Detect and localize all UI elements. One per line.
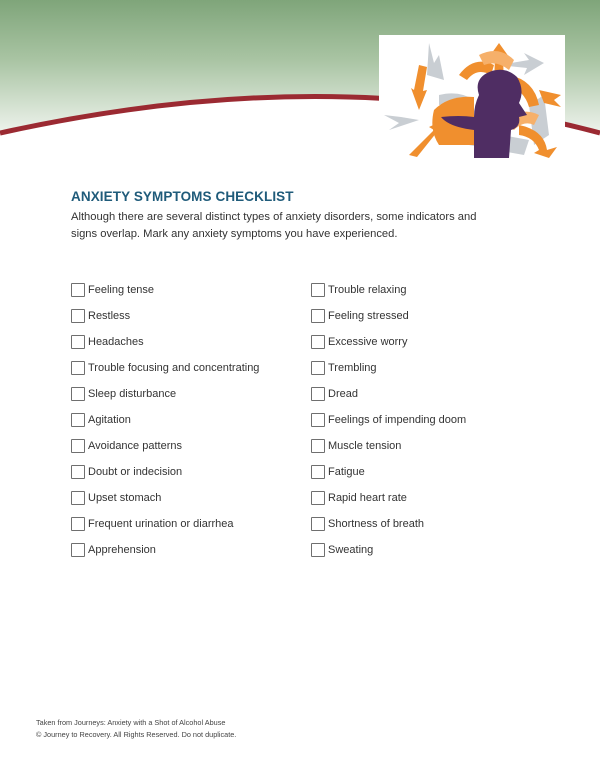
checklist-item-label: Agitation [88, 414, 131, 426]
checkbox[interactable] [311, 283, 325, 297]
checklist-item-apprehension[interactable] [71, 537, 311, 563]
checklist-item-feeling-stressed[interactable] [311, 303, 531, 329]
checklist-item-label: Feeling stressed [328, 310, 409, 322]
checklist-item-upset-stomach[interactable] [71, 485, 311, 511]
checklist-item-avoidance-patterns[interactable] [71, 433, 311, 459]
checklist-item-feeling-tense[interactable] [71, 277, 311, 303]
checklist-item-fatigue[interactable] [311, 459, 531, 485]
checkbox[interactable] [311, 413, 325, 427]
checklist-item-label: Restless [88, 310, 131, 322]
checkbox[interactable] [71, 309, 85, 323]
checkbox[interactable] [71, 491, 85, 505]
checklist-item-shortness-of-breath[interactable] [311, 511, 531, 537]
checklist-item-label: Dread [328, 388, 358, 400]
checkbox[interactable] [71, 465, 85, 479]
checklist-item-label: Feelings of impending doom [328, 414, 467, 426]
checkbox[interactable] [311, 387, 325, 401]
checkbox[interactable] [311, 335, 325, 349]
checkbox[interactable] [311, 517, 325, 531]
checklist-item-dread[interactable] [311, 381, 531, 407]
checkbox[interactable] [71, 439, 85, 453]
checklist-item-label: Feeling tense [88, 284, 155, 296]
checklist-item-label: Doubt or indecision [88, 466, 183, 478]
checkbox[interactable] [311, 439, 325, 453]
checklist-item-trembling[interactable] [311, 355, 531, 381]
checkbox[interactable] [71, 387, 85, 401]
checklist-item-doubt-or-indecision[interactable] [71, 459, 311, 485]
checklist-item-label: Avoidance patterns [88, 440, 182, 452]
checklist-item-trouble-focusing[interactable] [71, 355, 311, 381]
checkbox[interactable] [71, 283, 85, 297]
page-title: ANXIETY SYMPTOMS CHECKLIST [71, 189, 294, 204]
checklist-item-headaches[interactable] [71, 329, 311, 355]
checklist-item-label: Upset stomach [88, 492, 162, 504]
checklist-item-sleep-disturbance[interactable] [71, 381, 311, 407]
checklist-item-restless[interactable] [71, 303, 311, 329]
checkbox[interactable] [71, 335, 85, 349]
checkbox[interactable] [71, 361, 85, 375]
intro-text: Although there are several distinct types of anxiety disorders, some indicators and signs overlap. Mark any anxiety symptoms you have experienced. [71, 211, 477, 240]
checklist-item-label: Apprehension [88, 544, 156, 556]
checklist-item-muscle-tension[interactable] [311, 433, 531, 459]
checklist-item-label: Excessive worry [328, 336, 408, 348]
footer-source: Taken from Journeys: Anxiety with a Shot of Alcohol Abuse [36, 718, 226, 727]
checklist-item-label: Trembling [328, 362, 377, 374]
checkbox[interactable] [311, 491, 325, 505]
checklist-item-label: Sweating [328, 544, 374, 556]
checklist-item-rapid-heart-rate[interactable] [311, 485, 531, 511]
checkbox[interactable] [71, 543, 85, 557]
anxiety-illustration [379, 35, 565, 158]
checkbox[interactable] [71, 517, 85, 531]
checkbox[interactable] [311, 309, 325, 323]
footer [36, 717, 236, 741]
header-banner [0, 0, 600, 170]
checklist-item-frequent-urination[interactable] [71, 511, 311, 537]
checklist-item-excessive-worry[interactable] [311, 329, 531, 355]
checklist-item-sweating[interactable] [311, 537, 531, 563]
checkbox[interactable] [311, 543, 325, 557]
checkbox[interactable] [311, 465, 325, 479]
checklist-item-agitation[interactable] [71, 407, 311, 433]
symptoms-checklist [71, 277, 531, 563]
footer-copyright: © Journey to Recovery. All Rights Reserved. Do not duplicate. [36, 730, 237, 739]
checklist-left-column [71, 277, 311, 563]
checklist-item-label: Rapid heart rate [328, 492, 407, 504]
checklist-header [71, 189, 551, 242]
checklist-item-label: Trouble relaxing [328, 284, 407, 296]
checklist-item-label: Frequent urination or diarrhea [88, 518, 234, 530]
checklist-item-label: Shortness of breath [328, 518, 425, 530]
checklist-right-column [311, 277, 531, 563]
checklist-item-label: Fatigue [328, 466, 365, 478]
checklist-item-label: Trouble focusing and concentrating [88, 362, 260, 374]
checklist-item-label: Sleep disturbance [88, 388, 177, 400]
checklist-item-label: Headaches [88, 336, 144, 348]
checklist-item-impending-doom[interactable] [311, 407, 531, 433]
checklist-item-label: Muscle tension [328, 440, 402, 452]
checklist-item-trouble-relaxing[interactable] [311, 277, 531, 303]
checkbox[interactable] [71, 413, 85, 427]
checkbox[interactable] [311, 361, 325, 375]
